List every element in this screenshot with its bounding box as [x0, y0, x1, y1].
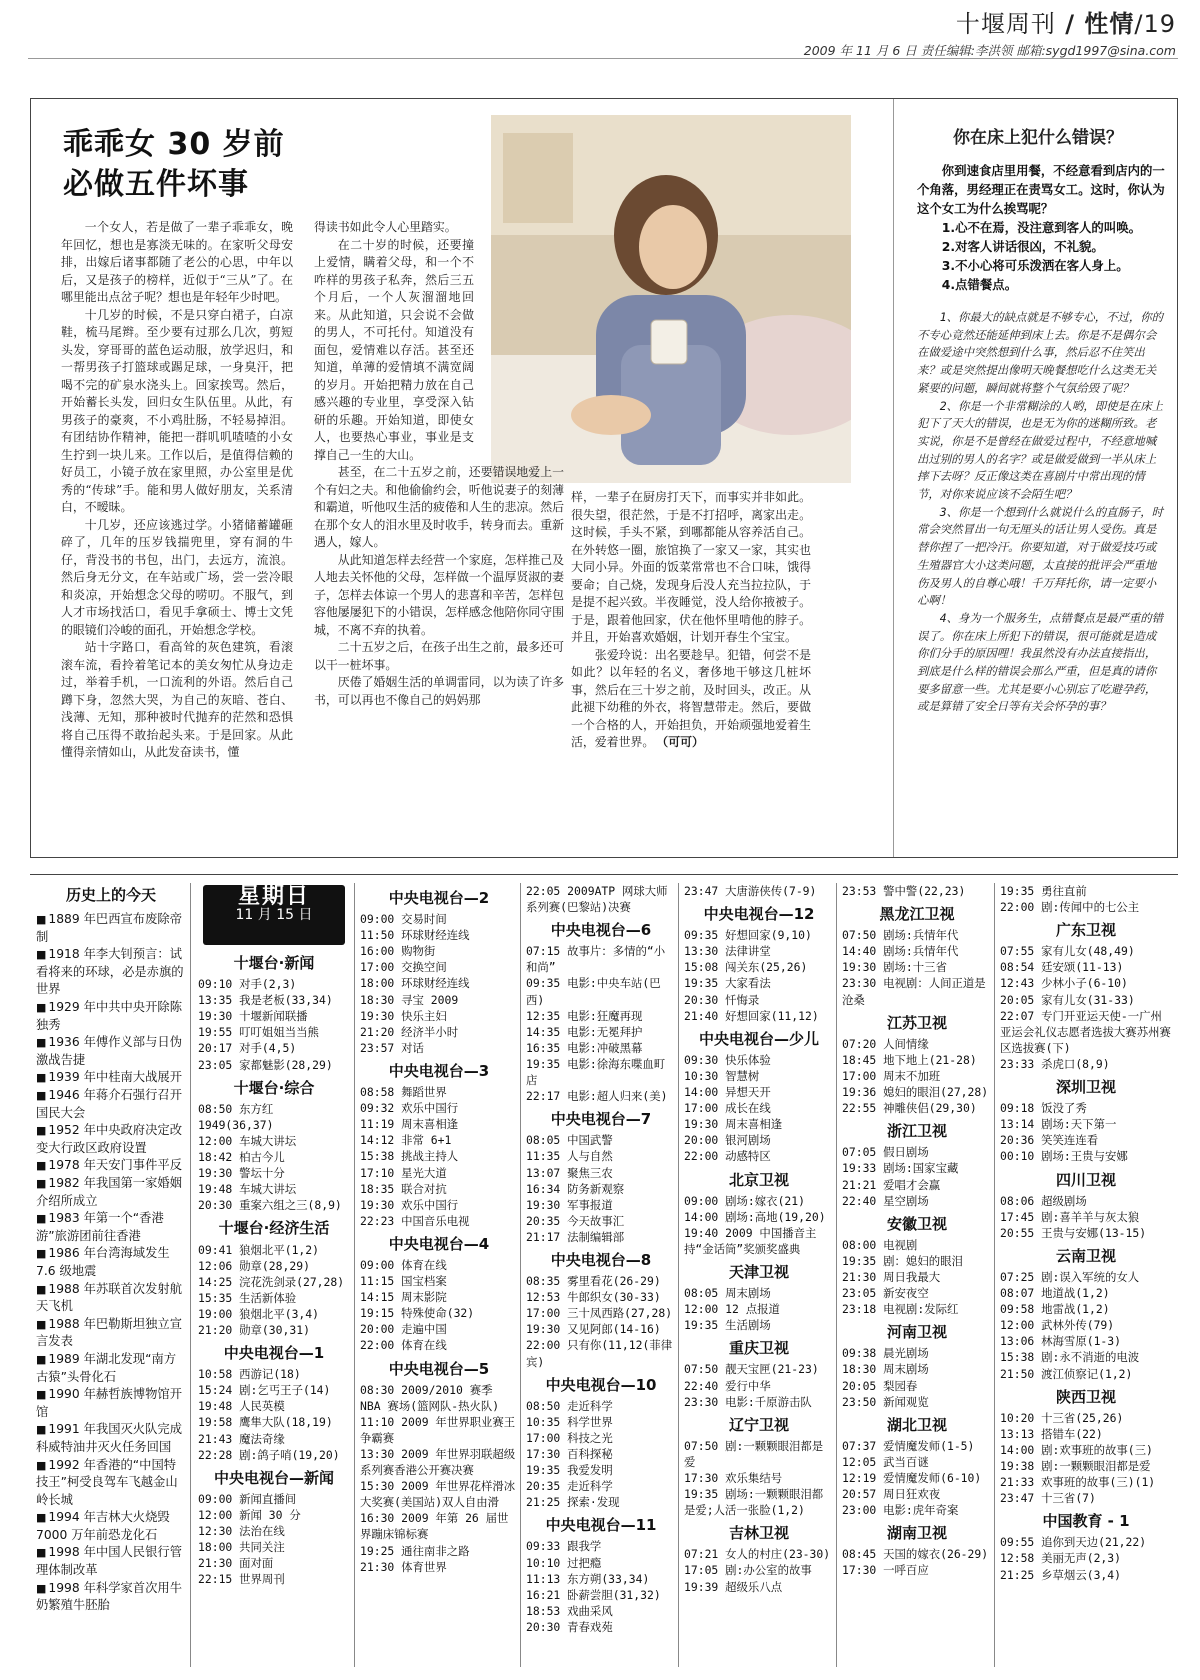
channel-heading: 中央电视台—5 [388, 1359, 490, 1378]
history-column [36, 883, 186, 1667]
program-item: 09:55 追你到天边(21,22) [1000, 1535, 1147, 1550]
article-paragraph: 在二十岁的时候，还要撞上爱情，瞒着父母，和一个不咋样的男孩子私奔，然后三五个月后，一个人灰溜溜地回来。从此知道，只会说不会做的男人，不可托付。知道没有面包，爱情难以存活。甚至还知道，单薄的爱情填不满宽阔的岁月。开始把精力放在自己感兴趣的专业里，享受深入钻研的乐趣。开始知道，即使女人，也要热心事业，事业是支撑自己一生的大山。 [314, 237, 474, 462]
program-item: 10:58 西游记(18) [198, 1367, 301, 1382]
program-item: 19:35 我爱发明 [526, 1463, 613, 1478]
program-item: 17:30 百科探秘 [526, 1447, 613, 1461]
program-item: 23:50 新闻观览 [842, 1394, 929, 1409]
program-item: 20:35 今天故事汇 [526, 1213, 625, 1228]
masthead-title: 十堰周刊 / 性情/19 [955, 10, 1176, 38]
program-item: 15:35 生活新体验 [198, 1290, 297, 1305]
column-divider [354, 883, 355, 1667]
program-item: 21:30 体育世界 [360, 1559, 447, 1574]
program-item: 19:35 剧场:一颗颗眼泪都是爱;人活一张脸(1,2) [684, 1487, 824, 1518]
program-item: 19:38 剧:一颗颗眼泪都是爱 [1000, 1459, 1151, 1473]
program-item: 08:50 东方红 1949(36,37) [198, 1101, 274, 1132]
program-item: 17:00 三十凤西路(27,28) [526, 1306, 673, 1321]
program-item: 12:30 法治在线 [198, 1524, 285, 1538]
program-item: 18:00 共同关注 [198, 1540, 285, 1555]
program-item: 14:40 剧场:兵情年代 [842, 944, 959, 959]
history-item: ■ 1936 年傅作义部与日伪激战告捷 [36, 1034, 186, 1069]
program-item: 21:20 勋章(30,31) [198, 1322, 310, 1337]
program-item: 19:30 十堰新闻联播 [198, 1009, 308, 1024]
program-item: 13:35 我是老板(33,34) [198, 993, 333, 1008]
history-item: ■ 1978 年天安门事件平反 [36, 1157, 186, 1175]
program-item: 18:30 寻宝 2009 [360, 992, 459, 1007]
channel-heading: 四川卫视 [1055, 1170, 1116, 1189]
program-item: 11:15 国宝档案 [360, 1274, 447, 1289]
program-item: 22:55 神雕侠侣(29,30) [842, 1101, 977, 1116]
program-item: 13:07 聚焦三农 [526, 1165, 613, 1180]
program-item: 18:35 联合对抗 [360, 1181, 447, 1196]
history-item: ■ 1889 年巴西宣布废除帝制 [36, 911, 186, 946]
channel-heading: 中央电视台—6 [550, 921, 652, 940]
program-item: 23:47 十三省(7) [1000, 1491, 1096, 1506]
program-item: 19:35 大家看法 [684, 976, 771, 991]
tv-column-5 [684, 883, 834, 1667]
program-item: 23:33 杀虎口(8,9) [1000, 1056, 1110, 1071]
quiz-answer: 2、你是一个非常糊涂的人哟，即使是在床上犯下了天大的错误，也是无为你的迷糊所致。老实说，你是不是曾经在做爱过程中，不经意地喊出过别的男人的名字？或是做爱做到一半从床上摔下去呀？反正像这类在喜剧片中常出现的情节，对你来说应该不会陌生吧？ [917, 398, 1164, 502]
article-paragraph: 一个女人，若是做了一辈子乖乖女，晚年回忆，想也是寡淡无味的。在家听父母安排，出嫁后诸事都随了老公的心思，中年以后，又是孩子的榜样，近似于“三从”了。在哪里能出点岔子呢？想也是年轻年少时吧。 [61, 220, 293, 304]
program-item: 22:05 2009ATP 网球大师系列赛(巴黎站)决赛 [526, 884, 668, 915]
program-item: 12:06 勋章(28,29) [198, 1258, 310, 1273]
quiz-question [917, 161, 1165, 294]
history-item: ■ 1946 年蒋介石强行召开国民大会 [36, 1087, 186, 1122]
program-item: 22:00 只有你(11,12(菲律宾) [526, 1338, 673, 1369]
program-item: 08:07 地道战(1,2) [1000, 1286, 1110, 1301]
program-item: 16:34 防务新观察 [526, 1181, 625, 1196]
article-byline: （可可） [662, 735, 704, 749]
program-item: 17:05 剧:办公室的故事 [684, 1563, 812, 1578]
channel-heading: 中央电视台—10 [545, 1375, 657, 1394]
tv-column-2 [198, 883, 350, 1667]
channel-heading: 中央电视台—11 [545, 1516, 657, 1535]
program-item: 08:05 周末剧场 [684, 1286, 771, 1301]
program-item: 23:00 电影:虎年奇案 [842, 1503, 959, 1518]
channel-heading: 河南卫视 [886, 1323, 947, 1342]
program-item: 09:00 新闻直播间 [198, 1491, 297, 1506]
program-item: 19:30 快乐主妇 [360, 1008, 447, 1023]
program-item: 13:06 林海雪原(1-3) [1000, 1334, 1121, 1349]
program-item: 19:30 剧场:十三省 [842, 960, 947, 975]
program-item: 20:55 王贵与安娜(13-15) [1000, 1225, 1147, 1240]
quiz-option: 3.不小心将可乐泼洒在客人身上。 [941, 258, 1129, 273]
history-item: ■ 1988 年巴勒斯坦独立宣言发表 [36, 1316, 186, 1351]
program-item: 16:21 卧薪尝胆(31,32) [526, 1587, 661, 1602]
article-paragraph: 十几岁，还应该逃过学。小猪储蓄罐砸碎了，几年的压岁钱揣兜里，穿有洞的牛仔，背没书的书包，出门，去远方，流浪。然后身无分文，在车站或广场，尝一尝冷眼和炎凉，开始想念父母的唠叨。不服气，到人才市场找活口，看见手拿硕士、博士文凭的眼镜们冷峻的面孔，开始想念学校。 [61, 517, 293, 637]
program-item: 07:20 人间情缘 [842, 1036, 929, 1051]
program-item: 23:05 家都魅影(28,29) [198, 1057, 333, 1072]
quiz-answer: 4、身为一个服务生，点错餐点是最严重的错误了。你在床上所犯下的错误，很可能就是造成你们分手的原因哩！我虽然没有办法直接指出，到底是什么样的错误会那么严重，但是真的请你要多留意一些。尤其是要小心别忘了吃避孕药，或是算错了安全日等有关会怀孕的事？ [917, 610, 1164, 714]
channel-heading: 天津卫视 [728, 1262, 789, 1281]
program-item: 22:23 中国音乐电视 [360, 1213, 470, 1228]
history-title: 历史上的今天 [65, 886, 156, 904]
program-item: 09:32 欢乐中国行 [360, 1101, 459, 1116]
program-item: 17:30 一呼百应 [842, 1563, 929, 1578]
program-item: 21:20 经济半小时 [360, 1024, 459, 1039]
article-paragraph: 站十字路口，看高耸的灰色建筑，看滚滚车流，看拎着笔记本的美女匆忙从身边走过，举着手机，一口流利的外语。然后自己蹲下身，忽然大哭，为自己的灰暗、苍白、浅薄、无知，那种被时代抛弃的茫然和恐惧将自己压得不敢抬起头来。于是回家。从此懂得亲情如山，从此发奋读书，懂 [61, 640, 293, 759]
date-label: 11 月 15 日 [235, 907, 313, 924]
program-item: 11:19 周末喜相逢 [360, 1117, 459, 1132]
program-item: 08:05 中国武警 [526, 1133, 613, 1148]
program-item: 18:42 柏古今儿 [198, 1150, 285, 1165]
program-item: 11:35 人与自然 [526, 1149, 613, 1164]
program-item: 19:25 通往南非之路 [360, 1543, 470, 1558]
program-item: 23:30 电视剧：人间正道是沧桑 [842, 976, 986, 1007]
program-item: 22:40 星空剧场 [842, 1193, 929, 1208]
masthead-info: 2009 年 11 月 6 日 责任编辑:李洪领 邮箱:sygd1997@sina.com [803, 43, 1176, 58]
program-item: 16:35 电影:冲破黑幕 [526, 1040, 643, 1055]
program-item: 15:38 挑战主持人 [360, 1149, 459, 1164]
column-divider [520, 883, 521, 1667]
program-item: 19:30 又见阿郎(14-16) [526, 1322, 661, 1337]
program-item: 20:00 银河剧场 [684, 1133, 771, 1148]
program-item: 08:45 天国的嫁衣(26-29) [842, 1547, 989, 1562]
quiz-answer: 1、你最大的缺点就是不够专心，不过，你的不专心竟然还能延伸到床上去。你是不是偶尔会在做爱途中突然想到什么事，然后忍不住笑出来？或是突然提出像明天晚餐想吃什么这类无关紧要的问题，瞬间就将整个气氛给毁了呢？ [917, 310, 1164, 395]
article-paragraph: 得读书如此令人心里踏实。 [314, 220, 457, 234]
program-item: 15:08 闯关东(25,26) [684, 960, 808, 975]
feature-box [30, 98, 1178, 858]
channel-heading: 北京卫视 [728, 1170, 789, 1189]
program-item: 18:45 地下地上(21-28) [842, 1052, 977, 1067]
program-item: 15:24 剧:乞丐王子(14) [198, 1383, 331, 1398]
history-item: ■ 1986 年台湾海域发生 7.6 级地震 [36, 1245, 186, 1280]
quiz-question-text: 你到速食店里用餐，不经意看到店内的一个角落，男经理正在责骂女工。这时，你认为这个女工为什么挨骂呢？ [917, 163, 1165, 216]
channel-heading: 中央电视台—8 [550, 1250, 652, 1269]
program-item: 19:39 超级乐八点 [684, 1579, 783, 1594]
program-item: 19:48 人民英模 [198, 1399, 285, 1414]
channel-heading: 安徽卫视 [886, 1214, 947, 1233]
program-item: 22:07 专门开亚运天使-一广州亚运会礼仪志愿者选拔大赛苏州赛区选拔赛(下) [1000, 1008, 1171, 1055]
program-item: 18:53 戏曲采风 [526, 1603, 613, 1618]
program-item: 19:35 生活剧场 [684, 1318, 771, 1333]
program-item: 09:00 交易时间 [360, 912, 447, 927]
program-item: 22:28 剧:鸽子哨(19,20) [198, 1447, 340, 1462]
channel-heading: 湖南卫视 [886, 1524, 947, 1543]
column-divider [836, 883, 837, 1667]
program-item: 14:25 浣花洗剑录(27,28) [198, 1274, 345, 1289]
history-list [36, 911, 186, 1615]
program-item: 14:15 周末影院 [360, 1290, 447, 1305]
program-item: 19:55 叮叮姐姐当当熊 [198, 1025, 319, 1040]
channel-heading: 中国教育 - 1 [1042, 1512, 1130, 1531]
article-paragraph: 厌倦了婚姻生活的单调雷同，以为读了许多书，可以再也不像自己的妈妈那 [314, 675, 564, 707]
column-divider [893, 99, 894, 857]
program-item: 09:30 快乐体验 [684, 1052, 771, 1067]
program-item: 08:50 走近科学 [526, 1398, 613, 1413]
program-item: 07:50 剧场:兵情年代 [842, 928, 959, 943]
program-item: 19:35 电影:徐海东喋血町店 [526, 1056, 666, 1088]
channel-heading: 深圳卫视 [1055, 1078, 1116, 1097]
program-item: 21:50 渡江侦察记(1,2) [1000, 1366, 1133, 1381]
channel-heading: 十堰台·经济生活 [218, 1219, 330, 1238]
channel-heading: 浙江卫视 [886, 1122, 947, 1141]
program-item: 19:35 剧：媳妇的眼泪 [842, 1253, 963, 1268]
channel-heading: 湖北卫视 [886, 1415, 947, 1434]
article-column-2 [314, 219, 564, 709]
program-item: 22:15 世界周刊 [198, 1572, 285, 1587]
program-item: 09:10 对手(2,3) [198, 977, 297, 992]
program-item: 09:35 电影:中央车站(巴西) [526, 976, 661, 1007]
article-paragraph: 张爱玲说：出名要趁早。犯错，何尝不是如此？以年轻的名义，奢侈地干够这几桩坏事，然后在三十岁之前，及时回头，改正。从此褪下幼稚的外衣，将智慧带走。然后，要做一个合格的人，开始担负，开始顽强地爱着生活，爱着世界。 [571, 647, 811, 749]
program-item: 19:48 车城大讲坛 [198, 1182, 297, 1197]
channel-heading: 十堰台·新闻 [233, 954, 315, 972]
program-item: 19:00 狼烟北平(3,4) [198, 1306, 319, 1321]
program-item: 12:00 武林外传(79) [1000, 1318, 1115, 1333]
channel-heading: 中央电视台—12 [703, 905, 815, 924]
column-divider [678, 883, 679, 1667]
program-item: 21:40 好想回家(11,12) [684, 1008, 819, 1023]
channel-heading: 中央电视台—少儿 [698, 1029, 819, 1048]
column-divider [190, 883, 191, 1667]
program-item: 09:00 体育在线 [360, 1257, 447, 1272]
program-item: 10:10 过把瘾 [526, 1555, 602, 1570]
program-item: 07:21 女人的村庄(23-30) [684, 1547, 831, 1562]
program-item: 20:30 忏悔录 [684, 992, 760, 1007]
channel-heading: 吉林卫视 [728, 1524, 789, 1543]
program-item: 07:25 剧:误入军统的女人 [1000, 1269, 1140, 1284]
program-item: 19:36 媳妇的眼泪(27,28) [842, 1085, 989, 1100]
program-item: 17:00 周末不加班 [842, 1068, 941, 1083]
program-item: 22:00 剧:传闻中的七公主 [1000, 900, 1140, 915]
program-item: 23:05 新安夜空 [842, 1286, 929, 1301]
article-title [63, 125, 285, 205]
masthead [804, 4, 1176, 59]
day-badge [203, 885, 345, 945]
history-item: ■ 1991 年我国灭火队完成科威特油井灭火任务回国 [36, 1421, 186, 1456]
program-item: 20:57 周日狂欢夜 [842, 1487, 941, 1502]
program-item: 21:43 魔法奇缘 [198, 1431, 285, 1446]
program-item: 10:30 智慧树 [684, 1068, 760, 1083]
program-item: 23:57 对话 [360, 1040, 424, 1055]
program-item: 09:18 饭没了秀 [1000, 1101, 1087, 1116]
program-item: 12:00 12 点报道 [684, 1302, 780, 1317]
masthead-page: /19 [1134, 10, 1176, 38]
program-item: 20:30 青春戏苑 [526, 1619, 613, 1634]
program-item: 07:37 爱情魔发师(1-5) [842, 1438, 975, 1453]
quiz-answers [917, 309, 1165, 716]
program-item: 00:10 剧场:王贵与安娜 [1000, 1149, 1128, 1164]
history-item: ■ 1952 年中央政府决定改变大行政区政府设置 [36, 1122, 186, 1157]
history-item: ■ 1992 年香港的“中国特技王”柯受良驾车飞越金山岭长城 [36, 1457, 186, 1510]
program-item: 11:50 环球财经连线 [360, 928, 470, 943]
program-item: 20:05 家有儿女(31-33) [1000, 992, 1135, 1007]
program-item: 20:17 对手(4,5) [198, 1041, 297, 1056]
masthead-section: 性情 [1084, 10, 1135, 38]
article-column-1 [61, 219, 293, 762]
quiz-option: 1.心不在焉，没注意到客人的叫唤。 [941, 220, 1141, 235]
program-item: 09:00 剧场:嫁衣(21) [684, 1193, 805, 1208]
program-item: 12:35 电影:狂魔再现 [526, 1008, 643, 1023]
history-item: ■ 1988 年苏联首次发射航天飞机 [36, 1281, 186, 1316]
tv-column-7 [1000, 883, 1172, 1667]
program-item: 20:05 梨园春 [842, 1378, 918, 1393]
program-item: 23:30 电影:千原游击队 [684, 1394, 812, 1409]
channel-heading: 中央电视台—1 [223, 1344, 325, 1363]
program-item: 07:05 假日剧场 [842, 1145, 929, 1160]
program-item: 12:58 美丽无声(2,3) [1000, 1551, 1121, 1566]
program-item: 16:00 购物街 [360, 944, 436, 959]
program-item: 17:00 交换空间 [360, 960, 447, 975]
program-item: 12:19 爱情魔发师(6-10) [842, 1471, 982, 1485]
program-item: 22:00 动感特区 [684, 1149, 771, 1164]
program-item: 07:50 剧:一颗颗眼泪都是爱 [684, 1438, 824, 1469]
program-item: 15:38 剧:永不消逝的电波 [1000, 1350, 1140, 1365]
article-paragraph: 二十五岁之后，在孩子出生之前，最多还可以干一桩坏事。 [314, 640, 564, 672]
program-item: 15:30 2009 年世界花样滑冰大奖赛(美国站)双人自由滑 [360, 1479, 516, 1510]
channel-heading: 中央电视台—7 [550, 1110, 652, 1129]
program-item: 17:10 星光大道 [360, 1165, 447, 1180]
program-item: 19:40 2009 中国播音主持“金话筒”奖颁奖盛典 [684, 1225, 817, 1256]
program-item: 13:30 法律讲堂 [684, 944, 771, 959]
history-item: ■ 1939 年中桂南大战展开 [36, 1069, 186, 1087]
program-item: 21:25 探索·发现 [526, 1495, 620, 1510]
program-item: 14:00 剧场:高地(19,20) [684, 1209, 826, 1224]
program-item: 18:00 环球财经连线 [360, 976, 470, 991]
channel-heading: 中央电视台—新闻 [213, 1468, 334, 1487]
program-item: 17:00 成长在线 [684, 1101, 771, 1116]
history-item: ■ 1998 年中国人民银行管理体制改革 [36, 1544, 186, 1579]
masthead-paper-name: 十堰周刊 [955, 10, 1056, 38]
program-item: 23:47 大唐游侠传(7-9) [684, 884, 817, 898]
program-item: 07:50 靓天宝匣(21-23) [684, 1362, 819, 1377]
program-item: 12:00 车城大讲坛 [198, 1133, 297, 1148]
program-item: 20:35 走近科学 [526, 1479, 613, 1494]
day-label: 星期日 [237, 884, 310, 909]
program-item: 22:00 体育在线 [360, 1338, 447, 1353]
program-item: 08:30 2009/2010 赛季 NBA 赛场(篮网队-热火队) [360, 1382, 500, 1413]
history-item: ■ 1990 年赫哲族博物馆开馆 [36, 1386, 186, 1421]
article-column-3 [571, 489, 811, 752]
history-item: ■ 1998 年科学家首次用牛奶繁殖牛胚胎 [36, 1580, 186, 1615]
program-item: 12:53 牛郎织女(30-33) [526, 1290, 661, 1305]
program-item: 20:36 笑笑连连看 [1000, 1133, 1099, 1148]
program-item: 12:05 武当百谜 [842, 1454, 929, 1469]
program-item: 21:25 乡草烟云(3,4) [1000, 1567, 1121, 1582]
program-item: 16:30 2009 年第 26 届世界蹦床锦标赛 [360, 1511, 509, 1542]
program-item: 08:00 电视剧 [842, 1237, 918, 1252]
program-item: 22:17 电影:超人归来(美) [526, 1089, 668, 1104]
channel-heading: 黑龙江卫视 [879, 905, 955, 924]
program-item: 19:30 欢乐中国行 [360, 1197, 459, 1212]
program-item: 19:30 周末喜相逢 [684, 1117, 783, 1132]
program-item: 08:54 廷安颂(11-13) [1000, 960, 1124, 975]
program-item: 13:14 剧场:天下第一 [1000, 1117, 1117, 1132]
program-item: 20:00 走遍中国 [360, 1322, 447, 1337]
program-item: 13:30 2009 年世界羽联超级系列赛香港公开赛决赛 [360, 1447, 516, 1478]
program-item: 19:35 勇往直前 [1000, 884, 1087, 898]
channel-heading: 辽宁卫视 [728, 1415, 789, 1434]
program-item: 19:30 警坛十分 [198, 1166, 285, 1181]
program-item: 09:33 跟我学 [526, 1539, 602, 1554]
quiz-option: 4.点错餐点。 [941, 277, 1018, 292]
program-item: 22:40 爱行中华 [684, 1378, 771, 1393]
program-item: 21:33 欢事班的故事(三)(1) [1000, 1475, 1156, 1490]
article-title-line: 必做五件坏事 [63, 167, 249, 202]
history-item: ■ 1994 年吉林大火烧毁 7000 万年前恐龙化石 [36, 1509, 186, 1544]
program-item: 11:13 东方朔(33,34) [526, 1571, 650, 1586]
quiz-option: 2.对客人讲话很凶，不礼貌。 [941, 239, 1104, 254]
program-item: 08:06 超级剧场 [1000, 1193, 1087, 1208]
masthead-rule [28, 58, 1178, 59]
history-item: ■ 1929 年中共中央开除陈独秀 [36, 999, 186, 1034]
history-item: ■ 1983 年第一个“香港游”旅游团前往香港 [36, 1210, 186, 1245]
article-title-line: 乖乖女 30 岁前 [63, 127, 285, 162]
program-item: 17:45 剧:喜羊羊与灰太狼 [1000, 1209, 1140, 1224]
program-item: 10:35 科学世界 [526, 1414, 613, 1429]
channel-list [198, 955, 350, 1587]
program-item: 12:00 新闻 30 分 [198, 1507, 301, 1522]
tv-listings [30, 874, 1178, 1672]
program-item: 19:30 军事报道 [526, 1197, 613, 1212]
program-item: 18:30 周末剧场 [842, 1362, 929, 1377]
article-paragraph: 从此知道怎样去经营一个家庭，怎样推己及人地去关怀他的父母，怎样做一个温厚贤淑的妻子，怎样去体谅一个男人的悲喜和辛苦，怎样包容他屡屡犯下的小错误，怎样感念他陪你同守围城，不离不弃的执着。 [314, 552, 564, 637]
history-item: ■ 1982 年我国第一家婚姻介绍所成立 [36, 1175, 186, 1210]
tv-column-4 [526, 883, 676, 1667]
channel-heading: 十堰台·综合 [233, 1078, 315, 1097]
program-item: 17:30 欢乐集结号 [684, 1471, 783, 1485]
program-item: 08:35 雾里看花(26-29) [526, 1274, 661, 1289]
channel-heading: 广东卫视 [1055, 921, 1116, 940]
tv-column-3 [360, 883, 518, 1667]
program-item: 10:20 十三省(25,26) [1000, 1410, 1124, 1425]
program-item: 19:58 鹰隼大队(18,19) [198, 1415, 333, 1430]
program-item: 07:55 家有儿女(48,49) [1000, 944, 1135, 959]
history-item: ■ 1989 年湖北发现“南方古猿”头骨化石 [36, 1351, 186, 1386]
program-item: 14:12 非常 6+1 [360, 1133, 452, 1148]
channel-heading: 中央电视台—4 [388, 1234, 490, 1253]
program-item: 21:17 法制编辑部 [526, 1229, 625, 1244]
channel-heading: 重庆卫视 [728, 1339, 789, 1358]
quiz-title: 你在床上犯什么错误？ [953, 128, 1123, 148]
program-item: 21:30 周日我最大 [842, 1269, 941, 1284]
channel-heading: 江苏卫视 [886, 1013, 947, 1032]
channel-heading: 中央电视台—2 [388, 889, 490, 907]
channel-heading: 中央电视台—3 [388, 1061, 490, 1080]
program-item: 09:35 好想回家(9,10) [684, 928, 812, 943]
article-paragraph: 甚至，在二十五岁之前，还要错误地爱上一个有妇之夫。和他偷偷约会，听他说妻子的刻薄和霸道，听他叹生活的疲倦和人生的悲凉。然后在那个女人的泪水里及时收手，转身而去。重新遇人，嫁人。 [314, 465, 564, 549]
channel-heading: 云南卫视 [1055, 1246, 1116, 1265]
program-item: 23:53 警中警(22,23) [842, 884, 966, 898]
program-item: 14:35 电影:无冕拜护 [526, 1024, 643, 1039]
program-item: 08:58 舞蹈世界 [360, 1085, 447, 1100]
program-item: 21:21 爱唱才会赢 [842, 1177, 941, 1192]
column-divider [994, 883, 995, 1667]
program-item: 14:00 剧:欢事班的故事(三) [1000, 1442, 1153, 1457]
article-paragraph: 十几岁的时候，不是只穿白裙子，白凉鞋，梳马尾辫。至少要有过那么几次，剪短头发，穿哥哥的蓝色运动服，放学迟归，和一帮男孩子打篮球或踢足球，一身臭汗，把喝不完的矿泉水浇头上。回家挨骂。然后，开始蓄长头发，回归女生队伍里。从此，有男孩子的豪爽，不小鸡肚肠，不轻易掉泪。有团结协作精神，能把一群叽叽喳喳的小女生拧到一块儿来。工作以后，是值得信赖的好员工，小镜子放在家里照，办公室里是优秀的“传球”手。能和男人做好朋友，关系清白，不暧昧。 [61, 307, 293, 514]
program-item: 09:58 地雷战(1,2) [1000, 1302, 1110, 1317]
program-item: 19:15 特殊使命(32) [360, 1306, 475, 1321]
program-item: 09:41 狼烟北平(1,2) [198, 1242, 319, 1257]
article-paragraph: 样，一辈子在厨房打天下，而事实并非如此。很失望，很茫然，于是不打招呼，离家出走。这时候，手头不紧，到哪都能从容养活自己。在外转悠一圈，旅馆换了一家又一家，其实也大同小异。外面的饭菜常常也不合口味，饿得要命；自己烧，发现身后没人充当拉拉队，于是提不起兴致。半夜睡觉，没人给你掖被子。于是，跟着他回家，伏在他怀里啃他的脖子。并且，开始喜欢婚姻，计划开春生个宝宝。 [571, 490, 811, 644]
history-item: ■ 1918 年李大钊预言：试看将来的环球，必是赤旗的世界 [36, 946, 186, 999]
channel-heading: 陕西卫视 [1055, 1387, 1116, 1406]
program-item: 19:33 剧场:国家宝藏 [842, 1161, 959, 1176]
program-item: 14:00 异想天开 [684, 1085, 771, 1100]
program-item: 11:10 2009 年世界职业赛王争霸赛 [360, 1414, 516, 1445]
quiz-answer: 3、你是一个想到什么就说什么的直肠子，时常会突然冒出一句无厘头的话让男人受伤。真是替你捏了一把冷汗。你要知道，对于做爱技巧或生殖器官大小这类问题，太直接的批评会严重地伤及男人的自尊心哦！千万拜托你，请一定要小心啊！ [917, 504, 1164, 608]
program-item: 07:15 故事片：多情的“小和尚” [526, 944, 666, 975]
program-item: 09:38 晨光剧场 [842, 1346, 929, 1361]
program-item: 23:18 电视剧:发际红 [842, 1302, 959, 1317]
program-item: 17:00 科技之光 [526, 1430, 613, 1445]
program-item: 20:30 重案六组之三(8,9) [198, 1198, 342, 1213]
program-item: 12:43 少林小子(6-10) [1000, 976, 1128, 991]
tv-column-6 [842, 883, 992, 1667]
program-item: 21:30 面对面 [198, 1556, 274, 1571]
program-item: 13:13 搭错车(22) [1000, 1426, 1103, 1441]
